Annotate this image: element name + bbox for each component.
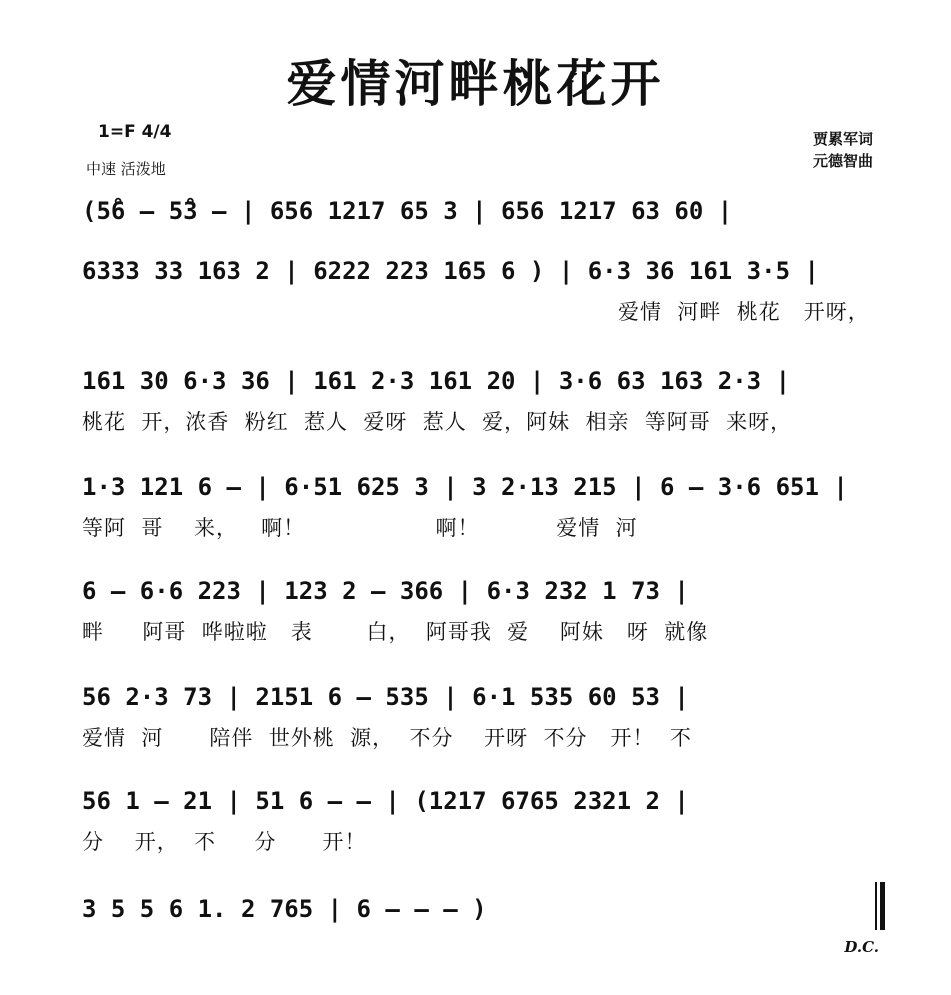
notation-line: 6 – 6·6 223 | 123 2 – 366 | 6·3 232 1 73 | (82, 577, 689, 605)
tempo-marking: 中速 活泼地 (86, 160, 166, 178)
page-title: 爱情河畔桃花开 (286, 55, 665, 113)
notation-line: 6333 33 163 2 | 6222 223 165 6 ) | 6·3 36 161 3·5 | (82, 257, 819, 285)
notation-line: 3 5 5 6 1. 2 765 | 6 – – – ) (82, 895, 487, 923)
notation-line: 161 30 6·3 36 | 161 2·3 161 20 | 3·6 63 163 2·3 | (82, 367, 791, 395)
key-signature: 1=F 4/4 (98, 122, 172, 142)
lyricist-credit: 贾累军词 (812, 130, 873, 148)
notation-line: 1·3 121 6 – | 6·51 625 3 | 3 2·13 215 | 6 – 3·6 651 | (82, 473, 848, 501)
lyrics-line: 桃花 开，浓香 粉红 惹人 爱呀 惹人 爱，阿妹 相亲 等阿哥 来呀， (82, 410, 793, 434)
credits (813, 128, 873, 172)
notation-line: 56 2·3 73 | 2151 6 – 535 | 6·1 535 60 53 | (82, 683, 689, 711)
notation-line: 56 1 – 21 | 51 6 – – | (1217 6765 2321 2 | (82, 787, 689, 815)
composer-credit: 元德智曲 (812, 152, 873, 170)
lyrics-line: 分 开， 不 分 开！ (82, 830, 367, 854)
notation-line: (5̊6 – 5̊3 – | 656 1217 65 3 | 656 1217 63 60 | (82, 197, 733, 225)
dc-marking: D.C. (844, 938, 879, 956)
lyrics-line: 爱情 河畔 桃花 开呀， (618, 300, 870, 324)
lyrics-line: 爱情 河 陪伴 世外桃 源， 不分 开呀 不分 开！ 不 (82, 726, 692, 750)
lyrics-line: 等阿 哥 来， 啊！ 啊！ 爱情 河 (82, 516, 638, 540)
lyrics-line: 畔 阿哥 哗啦啦 表 白， 阿哥我 爱 阿妹 呀 就像 (82, 620, 709, 644)
final-barline (875, 882, 885, 930)
